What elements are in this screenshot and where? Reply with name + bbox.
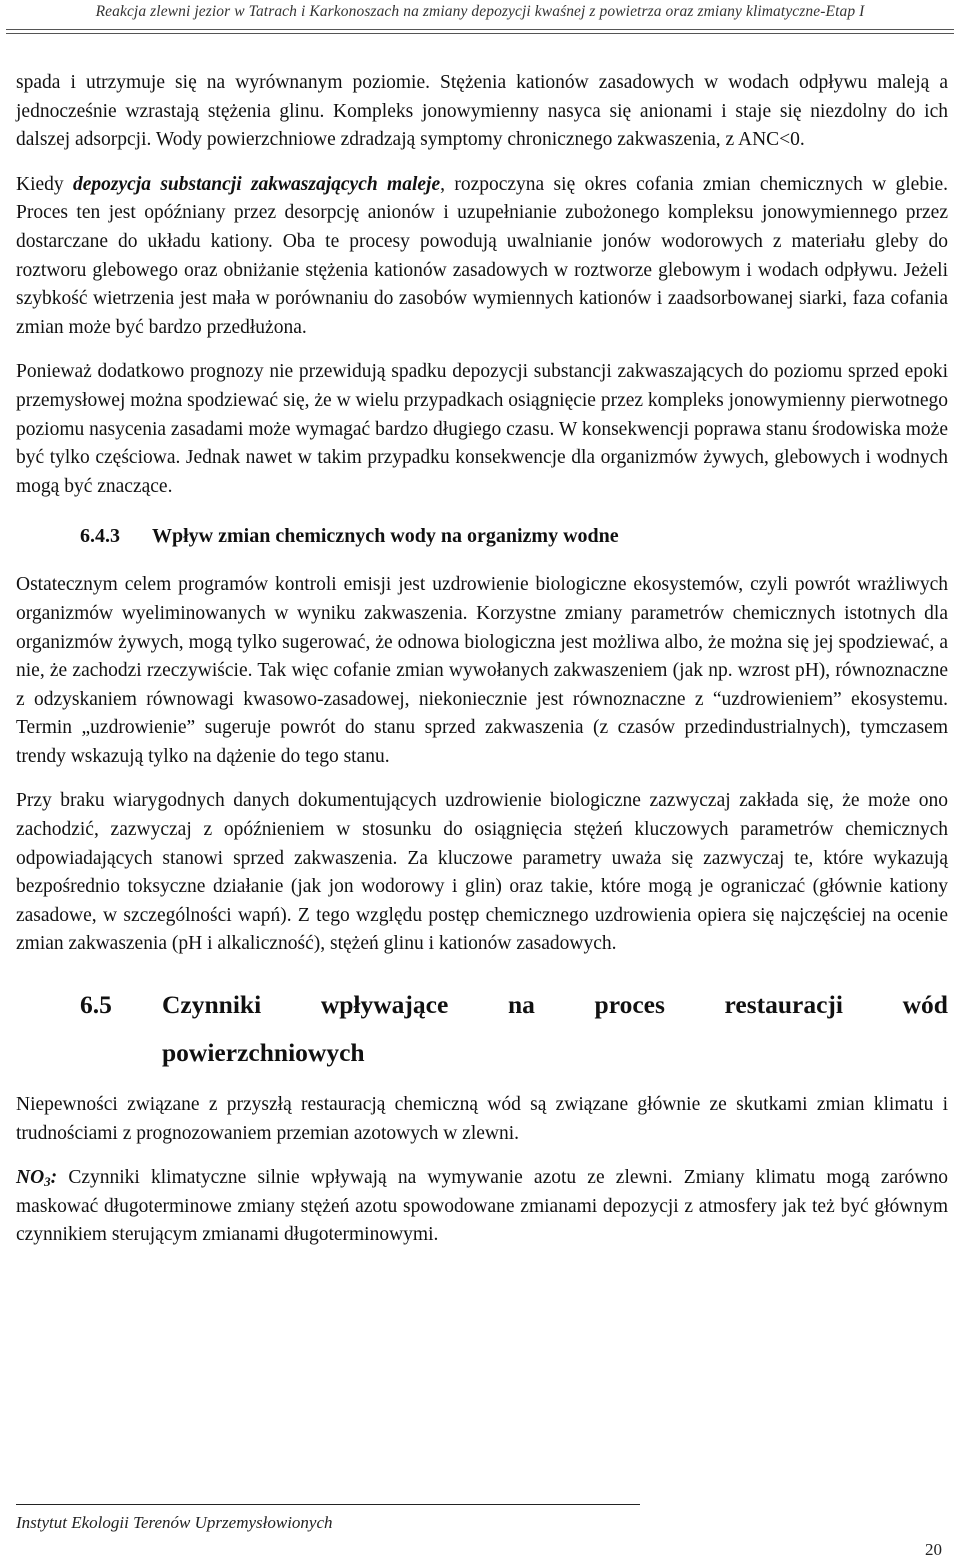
nitrate-term: [16, 1167, 57, 1188]
paragraph-text: , rozpoczyna się okres cofania zmian chemicznych w glebie. Proces ten jest opóźniany przez desorpcję anionów i uzupełnianie zubożonego kompleksu jonowymiennego przez dostarczane do układu kationy. Oba te procesy powodują uwalnianie jonów wodorowych z materiału gleby do roztworu glebowego oraz obniżanie stężenia kationów zasadowych w roztworze glebowym i wodach odpływu. Jeżeli szybkość wietrzenia jest mała w porównaniu do zasobów wymiennych kationów i zaadsorbowanej siarki, faza cofania zmian może być bardzo przedłużona.: [16, 173, 949, 338]
paragraph: [16, 1164, 948, 1250]
section-title-line: powierzchniowych: [162, 1038, 365, 1068]
paragraph: Niepewności związane z przyszłą restauracją chemiczną wód są związane głównie ze skutkami zmian klimatu i trudnościami z prognozowaniem przemian azotowych w zlewni.: [16, 1094, 948, 1144]
header-rule: [6, 29, 954, 30]
section-heading-6-5: [80, 981, 948, 1077]
header-rule-secondary: [6, 33, 954, 34]
paragraph: Ponieważ dodatkowo prognozy nie przewidują spadku depozycji substancji zakwaszających do poziomu sprzed epoki przemysłowej można spodziewać się, że w wielu przypadkach osiągnięcie przez kompleks jonowymienny pierwotnego poziomu nasycenia zasadami może wymagać bardzo długiego czasu. W konsekwencji poprawa stanu środowiska może być tylko częściowa. Jednak nawet w takim przypadku konsekwencje dla organizmów żywych, glebowych i wodnych mogą być znaczące.: [16, 361, 948, 497]
paragraph: Ostatecznym celem programów kontroli emisji jest uzdrowienie biologiczne ekosystemów, czyli powrót wrażliwych organizmów wyeliminowanych w wyniku zakwaszenia. Korzystne zmiany parametrów chemicznych istotnych dla organizmów żywych, mogą tylko sugerować, że odnowa biologiczna jest możliwa albo, że można się jej spodziewać, a nie, że zachodzi rzeczywiście. Tak więc cofanie zmian wywołanych zakwaszeniem (jak np. wzrost pH), równoznaczne z odzyskaniem równowagi kwasowo-zasadowej, niekoniecznie jest równoznaczne z “uzdrowieniem” ekosystemu. Termin „uzdrowienie” sugeruje powrót do stanu sprzed zakwaszenia (z czasów przedindustrialnych), tymczasem trendy wskazują tylko na dążenie do tego stanu.: [16, 574, 948, 767]
section-title: [162, 981, 948, 1077]
paragraph-text: Czynniki klimatyczne silnie wpływają na wymywanie azotu ze zlewni. Zmiany klimatu mogą zarówno maskować długoterminowe zmiany stężeń azotu spowodowane zmianami depozycji z atmosfery jak też być głównym czynnikiem sterującym zmianami długoterminowymi.: [16, 1167, 948, 1246]
paragraph: [16, 171, 948, 343]
term-subscript: 3: [44, 1174, 51, 1190]
running-header: Reakcja zlewni jezior w Tatrach i Karkonoszach na zmiany depozycji kwaśnej z powietrza oraz zmiany klimatyczne-Etap I: [95, 3, 865, 20]
paragraph-text: Kiedy: [16, 173, 74, 195]
section-heading-6-4-3: [80, 522, 948, 550]
section-number: 6.5: [80, 990, 112, 1020]
paragraph: spada i utrzymuje się na wyrównanym poziomie. Stężenia kationów zasadowych w wodach odpływu maleją a jednocześnie wzrastają stężenia glinu. Kompleks jonowymienny nasyca się anionami i staje się niezdolny do ich dalszej adsorpcji. Wody powierzchniowe zdradzają symptomy chronicznego zakwaszenia, z ANC<0.: [16, 72, 948, 151]
section-title-line: Czynniki wpływające na proces restauracji wód: [162, 990, 948, 1020]
paragraph: Przy braku wiarygodnych danych dokumentujących uzdrowienie biologiczne zazwyczaj zakłada się, że może ono zachodzić, zazwyczaj z opóźnieniem w stosunku do osiągnięcia stężeń kluczowych parametrów chemicznych odpowiadających stanowi sprzed zakwaszenia. Za kluczowe parametry uważa się zazwyczaj te, które wykazują bezpośrednio toksyczne działanie (jak jon wodorowy i glin) oraz takie, które mogą je ograniczać (głównie kationy zasadowe, w szczególności wapń). Z tego względu postęp chemicznego uzdrowienia opiera się najczęściej na ocenie zmian zakwaszenia (pH i alkaliczność), stężeń glinu i kationów zasadowych.: [16, 790, 948, 955]
footer-rule: [16, 1504, 640, 1505]
section-number: 6.4.3: [80, 525, 120, 548]
emphasized-phrase: depozycja substancji zakwaszających maleje: [73, 173, 441, 195]
footer-institute: Instytut Ekologii Terenów Uprzemysłowionych: [16, 1513, 333, 1532]
page-body: [16, 69, 948, 1250]
page-number: 20: [925, 1540, 942, 1559]
term-colon: :: [50, 1167, 58, 1189]
section-title: Wpływ zmian chemicznych wody na organizmy wodne: [152, 525, 619, 548]
term-main: NO: [16, 1167, 45, 1189]
